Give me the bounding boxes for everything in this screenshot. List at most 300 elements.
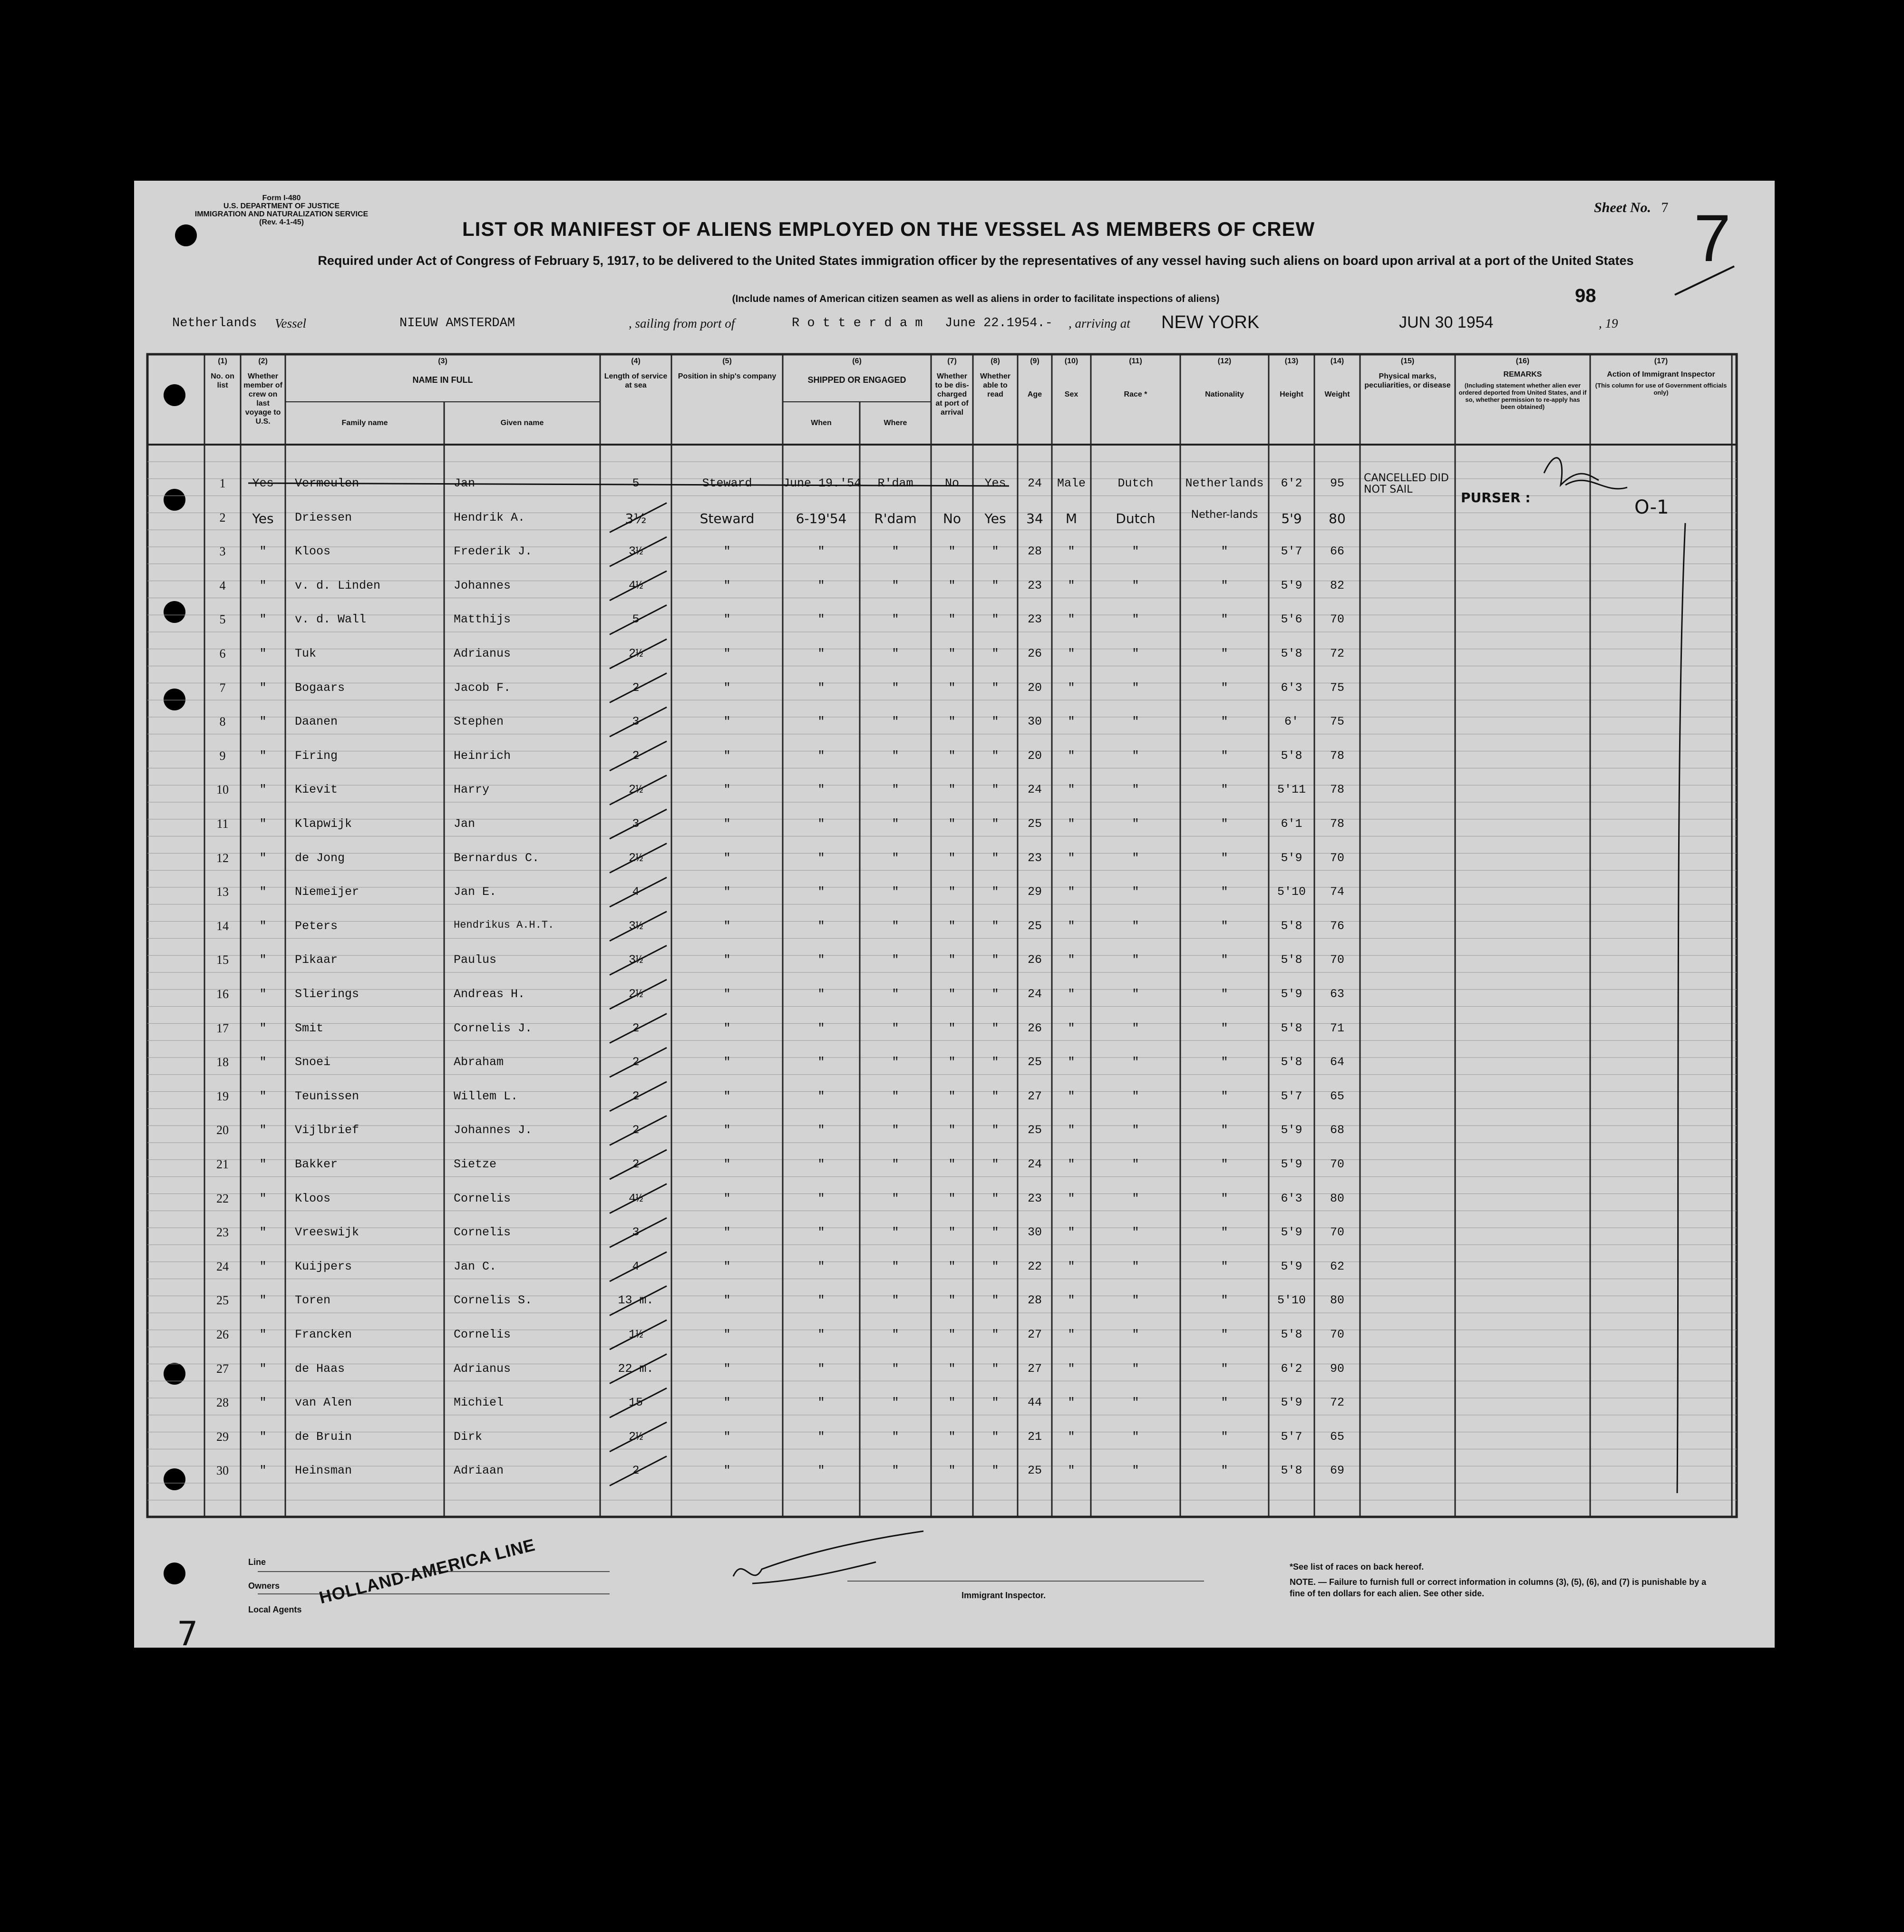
cell-sex: " <box>1068 1021 1075 1035</box>
column-subheader-name-1: Given name <box>500 419 544 427</box>
cell-service: 3 <box>632 817 640 831</box>
footer-line-label: Line <box>248 1557 266 1567</box>
cell-height: 5'9 <box>1281 987 1302 1001</box>
cell-discharge: " <box>948 885 956 899</box>
cell-where: " <box>892 680 899 695</box>
cell-no: 19 <box>216 1089 229 1103</box>
cell-where: " <box>892 544 899 559</box>
cell-remarks: PURSER : <box>1461 490 1531 505</box>
column-number-shipped: (6) <box>852 357 862 365</box>
cell-race: " <box>1132 647 1139 660</box>
cell-age: 24 <box>1027 1157 1042 1171</box>
cell-where: " <box>892 1123 899 1137</box>
cell-family: Daanen <box>295 715 338 729</box>
arriving-label: , arriving at <box>1069 316 1130 330</box>
cell-last: " <box>259 1464 267 1478</box>
cell-last: " <box>259 1429 267 1444</box>
cell-weight: 63 <box>1330 987 1344 1001</box>
cell-height: 5'8 <box>1281 1464 1302 1478</box>
cell-family: Pikaar <box>295 953 338 967</box>
cell-age: 44 <box>1027 1396 1042 1410</box>
cell-service: 2 <box>632 680 640 695</box>
cell-given: Cornelis J. <box>454 1021 533 1035</box>
cell-where: " <box>892 578 899 592</box>
cell-last: " <box>259 885 267 899</box>
cell-sex: " <box>1068 953 1075 967</box>
cell-given: Hendrik A. <box>454 510 525 524</box>
cell-height: 6'3 <box>1281 680 1302 695</box>
vessel-flag: Netherlands <box>172 316 257 330</box>
cell-last: " <box>259 612 267 627</box>
cell-no: 13 <box>216 885 229 899</box>
cell-read: " <box>991 1191 999 1205</box>
cell-service: 4½ <box>628 1191 643 1205</box>
cell-weight: 76 <box>1330 919 1344 933</box>
cell-no: 15 <box>216 953 229 967</box>
cell-where: " <box>892 1259 899 1273</box>
cell-weight: 70 <box>1330 1157 1344 1171</box>
cell-race: " <box>1132 1293 1139 1308</box>
column-number-weight: (14) <box>1330 357 1344 365</box>
cell-family: Klapwijk <box>295 817 352 831</box>
cell-family: Bogaars <box>295 680 345 695</box>
cell-weight: 74 <box>1330 885 1344 899</box>
cell-marks: CANCELLED DID NOT SAIL <box>1364 472 1449 495</box>
cell-last: " <box>259 1157 267 1171</box>
cell-service: 2 <box>632 1055 640 1069</box>
cell-when: " <box>817 1157 825 1171</box>
cell-when: June 19.'54 <box>783 476 862 490</box>
cell-age: 23 <box>1027 578 1042 592</box>
cell-position: " <box>723 680 731 695</box>
cell-sex: " <box>1068 544 1075 559</box>
cell-when: " <box>817 647 825 660</box>
cell-discharge: " <box>948 680 956 695</box>
cell-race: " <box>1132 612 1139 627</box>
cell-service: 2 <box>632 748 640 763</box>
cell-nationality: " <box>1221 715 1228 729</box>
cell-sex: " <box>1068 1191 1075 1205</box>
cell-position: " <box>723 817 731 831</box>
column-header-service: Length of service at sea <box>604 372 668 389</box>
cell-last: " <box>259 544 267 559</box>
cell-weight: 62 <box>1330 1259 1344 1273</box>
cell-race: " <box>1132 1089 1139 1103</box>
cell-discharge: " <box>948 612 956 627</box>
cell-read: Yes <box>984 510 1006 526</box>
cell-weight: 66 <box>1330 544 1344 559</box>
cell-no: 11 <box>216 817 229 831</box>
cell-when: " <box>817 1225 825 1240</box>
cell-where: " <box>892 1225 899 1240</box>
cell-race: " <box>1132 715 1139 729</box>
margin-number: 7 <box>177 1614 198 1653</box>
cell-height: 5'8 <box>1281 1328 1302 1341</box>
cell-nationality: " <box>1221 1464 1228 1478</box>
cell-sex: " <box>1068 715 1075 729</box>
cell-position: " <box>723 1396 731 1410</box>
cell-weight: 95 <box>1330 476 1344 490</box>
cell-position: " <box>723 1293 731 1308</box>
cell-discharge: " <box>948 1191 956 1205</box>
cell-service: 22 m. <box>618 1361 654 1376</box>
column-header-name: NAME IN FULL <box>412 375 473 385</box>
column-note-remarks: (Including statement whether alien ever ordered deported from United States, and if so, whether permission to re-apply has been obtained) <box>1458 382 1587 410</box>
column-number-service: (4) <box>631 357 641 365</box>
cell-service: 13 m. <box>618 1293 654 1308</box>
page-title: LIST OR MANIFEST OF ALIENS EMPLOYED ON THE VESSEL AS MEMBERS OF CREW <box>462 218 1315 240</box>
cell-no: 10 <box>216 783 229 797</box>
cell-read: " <box>991 1123 999 1137</box>
cell-read: " <box>991 1429 999 1444</box>
cell-age: 34 <box>1026 510 1043 526</box>
cell-last: " <box>259 680 267 695</box>
cell-service: 2 <box>632 1123 640 1137</box>
cell-last: " <box>259 1021 267 1035</box>
cell-race: Dutch <box>1117 476 1154 490</box>
cell-sex: Male <box>1057 476 1086 490</box>
column-subheader-name-0: Family name <box>341 419 388 427</box>
cell-age: 25 <box>1027 817 1042 831</box>
cell-age: 28 <box>1027 544 1042 559</box>
column-header-action: Action of Immigrant Inspector <box>1607 370 1715 379</box>
sheet-no-label: Sheet No. <box>1594 200 1651 215</box>
cell-last: " <box>259 851 267 865</box>
cell-read: " <box>991 987 999 1001</box>
cell-read: " <box>991 1225 999 1240</box>
cell-family: Tuk <box>295 647 317 660</box>
cell-service: 2½ <box>628 783 643 797</box>
cell-height: 5'8 <box>1281 647 1302 660</box>
cell-height: 5'9 <box>1281 510 1302 526</box>
include-note: (Include names of American citizen seamen as well as aliens in order to facilitate inspections of aliens) <box>732 293 1220 304</box>
cell-read: " <box>991 1361 999 1376</box>
cell-age: 22 <box>1027 1259 1042 1273</box>
cell-where: " <box>892 1055 899 1069</box>
cell-no: 26 <box>216 1328 229 1341</box>
cell-no: 24 <box>216 1259 229 1273</box>
cell-age: 26 <box>1027 647 1042 660</box>
cell-height: 5'9 <box>1281 578 1302 592</box>
cell-given: Harry <box>454 783 490 797</box>
cell-no: 28 <box>216 1396 229 1410</box>
cell-discharge: " <box>948 1123 956 1137</box>
cell-age: 28 <box>1027 1293 1042 1308</box>
cell-service: 2½ <box>628 987 643 1001</box>
cell-height: 5'11 <box>1277 783 1306 797</box>
cell-when: " <box>817 1055 825 1069</box>
cell-when: " <box>817 1021 825 1035</box>
cell-age: 27 <box>1027 1361 1042 1376</box>
cell-age: 25 <box>1027 1123 1042 1137</box>
cell-last: Yes <box>252 476 274 490</box>
cell-weight: 78 <box>1330 748 1344 763</box>
cell-family: v. d. Linden <box>295 578 381 592</box>
cell-when: " <box>817 715 825 729</box>
revision: (Rev. 4-1-45) <box>259 218 304 226</box>
cell-read: " <box>991 885 999 899</box>
cell-position: " <box>723 1191 731 1205</box>
cell-given: Cornelis <box>454 1225 511 1240</box>
column-number-race: (11) <box>1129 357 1142 365</box>
column-number-position: (5) <box>722 357 732 365</box>
cell-when: " <box>817 1293 825 1308</box>
cell-discharge: " <box>948 1259 956 1273</box>
cell-age: 24 <box>1027 476 1042 490</box>
cell-no: 12 <box>216 851 229 865</box>
cell-family: de Haas <box>295 1361 345 1376</box>
cell-family: Francken <box>295 1328 352 1341</box>
cell-race: " <box>1132 544 1139 559</box>
cell-read: " <box>991 783 999 797</box>
column-header-remarks: REMARKS <box>1503 370 1542 379</box>
footer-owners-label: Owners <box>248 1581 280 1591</box>
cell-family: Kloos <box>295 544 331 559</box>
cell-race: " <box>1132 953 1139 967</box>
cell-sex: " <box>1068 817 1075 831</box>
cell-where: " <box>892 783 899 797</box>
cell-service: 2½ <box>628 647 643 660</box>
cell-where: " <box>892 1328 899 1341</box>
cell-race: " <box>1132 987 1139 1001</box>
cell-given: Jacob F. <box>454 680 511 695</box>
cell-where: " <box>892 851 899 865</box>
cell-last: " <box>259 647 267 660</box>
cell-position: " <box>723 748 731 763</box>
cell-where: " <box>892 1361 899 1376</box>
cell-sex: " <box>1068 1464 1075 1478</box>
cell-age: 23 <box>1027 1191 1042 1205</box>
cell-when: " <box>817 953 825 967</box>
cell-nationality: Netherlands <box>1185 476 1264 490</box>
column-number-action: (17) <box>1654 357 1668 365</box>
cell-service: 4 <box>632 885 640 899</box>
cell-no: 9 <box>219 748 226 763</box>
cell-discharge: " <box>948 1089 956 1103</box>
cell-sex: " <box>1068 987 1075 1001</box>
sheet-number: 98 <box>1575 285 1596 306</box>
cell-when: " <box>817 885 825 899</box>
cell-where: " <box>892 817 899 831</box>
cell-family: de Bruin <box>295 1429 352 1444</box>
cell-read: " <box>991 1464 999 1478</box>
cell-family: Kuijpers <box>295 1259 352 1273</box>
cell-height: 5'6 <box>1281 612 1302 627</box>
cell-family: Kievit <box>295 783 338 797</box>
cell-no: 20 <box>216 1123 229 1137</box>
cell-where: " <box>892 715 899 729</box>
cell-sex: " <box>1068 647 1075 660</box>
cell-height: 5'10 <box>1277 885 1306 899</box>
cell-nationality: " <box>1221 1259 1228 1273</box>
signature-mark <box>1544 458 1627 489</box>
cell-position: " <box>723 783 731 797</box>
cell-weight: 78 <box>1330 817 1344 831</box>
cell-height: 5'9 <box>1281 1259 1302 1273</box>
cell-when: " <box>817 748 825 763</box>
cell-service: 4 <box>632 1259 640 1273</box>
cell-race: " <box>1132 885 1139 899</box>
cell-last: " <box>259 578 267 592</box>
cell-position: " <box>723 1361 731 1376</box>
cell-height: 5'8 <box>1281 919 1302 933</box>
cell-family: Vreeswijk <box>295 1225 359 1240</box>
cell-position: " <box>723 987 731 1001</box>
cell-last: " <box>259 1123 267 1137</box>
cell-height: 5'8 <box>1281 1055 1302 1069</box>
cell-given: Adriaan <box>454 1464 504 1478</box>
cell-nationality: " <box>1221 987 1228 1001</box>
cell-race: " <box>1132 748 1139 763</box>
cell-sex: " <box>1068 1089 1075 1103</box>
cell-position: Steward <box>702 476 752 490</box>
cell-family: Vermeulen <box>295 476 359 490</box>
cell-when: " <box>817 1259 825 1273</box>
cell-given: Stephen <box>454 715 504 729</box>
cell-weight: 75 <box>1330 680 1344 695</box>
cell-given: Johannes J. <box>454 1123 533 1137</box>
cell-nationality: " <box>1221 1328 1228 1341</box>
cell-sex: " <box>1068 1293 1075 1308</box>
cell-sex: " <box>1068 748 1075 763</box>
cell-when: " <box>817 919 825 933</box>
cell-nationality: " <box>1221 1123 1228 1137</box>
cell-read: " <box>991 544 999 559</box>
cell-given: Hendrikus A.H.T. <box>454 919 554 931</box>
column-header-height: Height <box>1280 390 1303 398</box>
cell-race: " <box>1132 817 1139 831</box>
cell-sex: " <box>1068 1259 1075 1273</box>
cell-height: 6'2 <box>1281 476 1302 490</box>
cell-family: Heinsman <box>295 1464 352 1478</box>
cell-given: Andreas H. <box>454 987 525 1001</box>
cell-sex: " <box>1068 851 1075 865</box>
cell-last: " <box>259 1191 267 1205</box>
cell-position: " <box>723 1157 731 1171</box>
cell-position: " <box>723 1021 731 1035</box>
cell-when: " <box>817 1396 825 1410</box>
cell-family: Niemeijer <box>295 885 359 899</box>
cell-age: 30 <box>1027 1225 1042 1240</box>
cell-where: " <box>892 1396 899 1410</box>
cell-no: 23 <box>216 1225 229 1240</box>
cell-read: " <box>991 612 999 627</box>
cell-height: 5'9 <box>1281 1225 1302 1240</box>
table-border <box>147 354 1737 1517</box>
cell-nationality: " <box>1221 544 1228 559</box>
action-mark: O-1 <box>1634 496 1669 518</box>
cell-height: 5'7 <box>1281 1429 1302 1444</box>
cell-discharge: " <box>948 1429 956 1444</box>
cell-nationality: " <box>1221 1225 1228 1240</box>
cell-last: " <box>259 715 267 729</box>
cell-when: 6-19'54 <box>796 510 847 526</box>
cell-age: 25 <box>1027 919 1042 933</box>
cell-family: Peters <box>295 919 338 933</box>
arrival-date: JUN 30 1954 <box>1399 313 1494 331</box>
column-header-sex: Sex <box>1064 390 1078 398</box>
cell-weight: 65 <box>1330 1429 1344 1444</box>
cell-service: 2 <box>632 1464 640 1478</box>
cell-last: " <box>259 1055 267 1069</box>
cell-given: Adrianus <box>454 1361 511 1376</box>
cell-service: 2½ <box>628 851 643 865</box>
cell-read: Yes <box>984 476 1006 490</box>
cell-when: " <box>817 1328 825 1341</box>
cell-family: Driessen <box>295 510 352 524</box>
cell-weight: 70 <box>1330 851 1344 865</box>
cell-height: 5'8 <box>1281 1021 1302 1035</box>
cell-read: " <box>991 715 999 729</box>
cell-sex: " <box>1068 1361 1075 1376</box>
cell-service: 3 <box>632 1225 640 1240</box>
cell-weight: 71 <box>1330 1021 1344 1035</box>
cell-height: 5'8 <box>1281 748 1302 763</box>
cell-race: " <box>1132 1021 1139 1035</box>
cell-discharge: " <box>948 783 956 797</box>
cell-service: 2½ <box>628 1429 643 1444</box>
cell-given: Jan <box>454 817 476 831</box>
cell-race: Dutch <box>1116 510 1156 526</box>
cell-when: " <box>817 851 825 865</box>
cell-position: " <box>723 851 731 865</box>
cell-nationality: " <box>1221 885 1228 899</box>
cell-race: " <box>1132 1328 1139 1341</box>
cell-weight: 78 <box>1330 783 1344 797</box>
cell-position: " <box>723 647 731 660</box>
cell-family: Firing <box>295 748 338 763</box>
cell-where: " <box>892 1293 899 1308</box>
cell-no: 1 <box>219 476 226 490</box>
cell-no: 16 <box>216 987 229 1001</box>
column-note-action: (This column for use of Government officials only) <box>1595 382 1727 396</box>
cell-race: " <box>1132 1225 1139 1240</box>
cell-given: Willem L. <box>454 1089 518 1103</box>
cell-service: 4½ <box>628 578 643 592</box>
cell-given: Cornelis S. <box>454 1293 533 1308</box>
cell-when: " <box>817 987 825 1001</box>
cell-read: " <box>991 1055 999 1069</box>
cell-age: 27 <box>1027 1089 1042 1103</box>
cell-given: Frederik J. <box>454 544 533 559</box>
cell-sex: " <box>1068 680 1075 695</box>
cell-height: 5'9 <box>1281 851 1302 865</box>
cell-age: 24 <box>1027 987 1042 1001</box>
cell-position: " <box>723 885 731 899</box>
cell-weight: 72 <box>1330 647 1344 660</box>
cell-no: 4 <box>219 578 226 592</box>
cell-sex: " <box>1068 1328 1075 1341</box>
cell-race: " <box>1132 1055 1139 1069</box>
cell-no: 25 <box>216 1293 229 1308</box>
cell-family: de Jong <box>295 851 345 865</box>
cell-discharge: " <box>948 1464 956 1478</box>
cell-no: 8 <box>219 715 226 729</box>
sailing-label: , sailing from port of <box>629 316 735 330</box>
column-header-race: Race * <box>1124 390 1147 398</box>
column-header-age: Age <box>1027 390 1042 398</box>
cell-read: " <box>991 1259 999 1273</box>
cell-given: Jan C. <box>454 1259 497 1273</box>
cell-given: Adrianus <box>454 647 511 660</box>
action-column-stroke <box>1677 523 1685 1493</box>
sheet-no-value: 7 <box>1661 200 1669 215</box>
cell-read: " <box>991 578 999 592</box>
cell-height: 6'2 <box>1281 1361 1302 1376</box>
cell-weight: 70 <box>1330 1225 1344 1240</box>
cell-height: 6'3 <box>1281 1191 1302 1205</box>
cell-no: 2 <box>219 510 226 524</box>
